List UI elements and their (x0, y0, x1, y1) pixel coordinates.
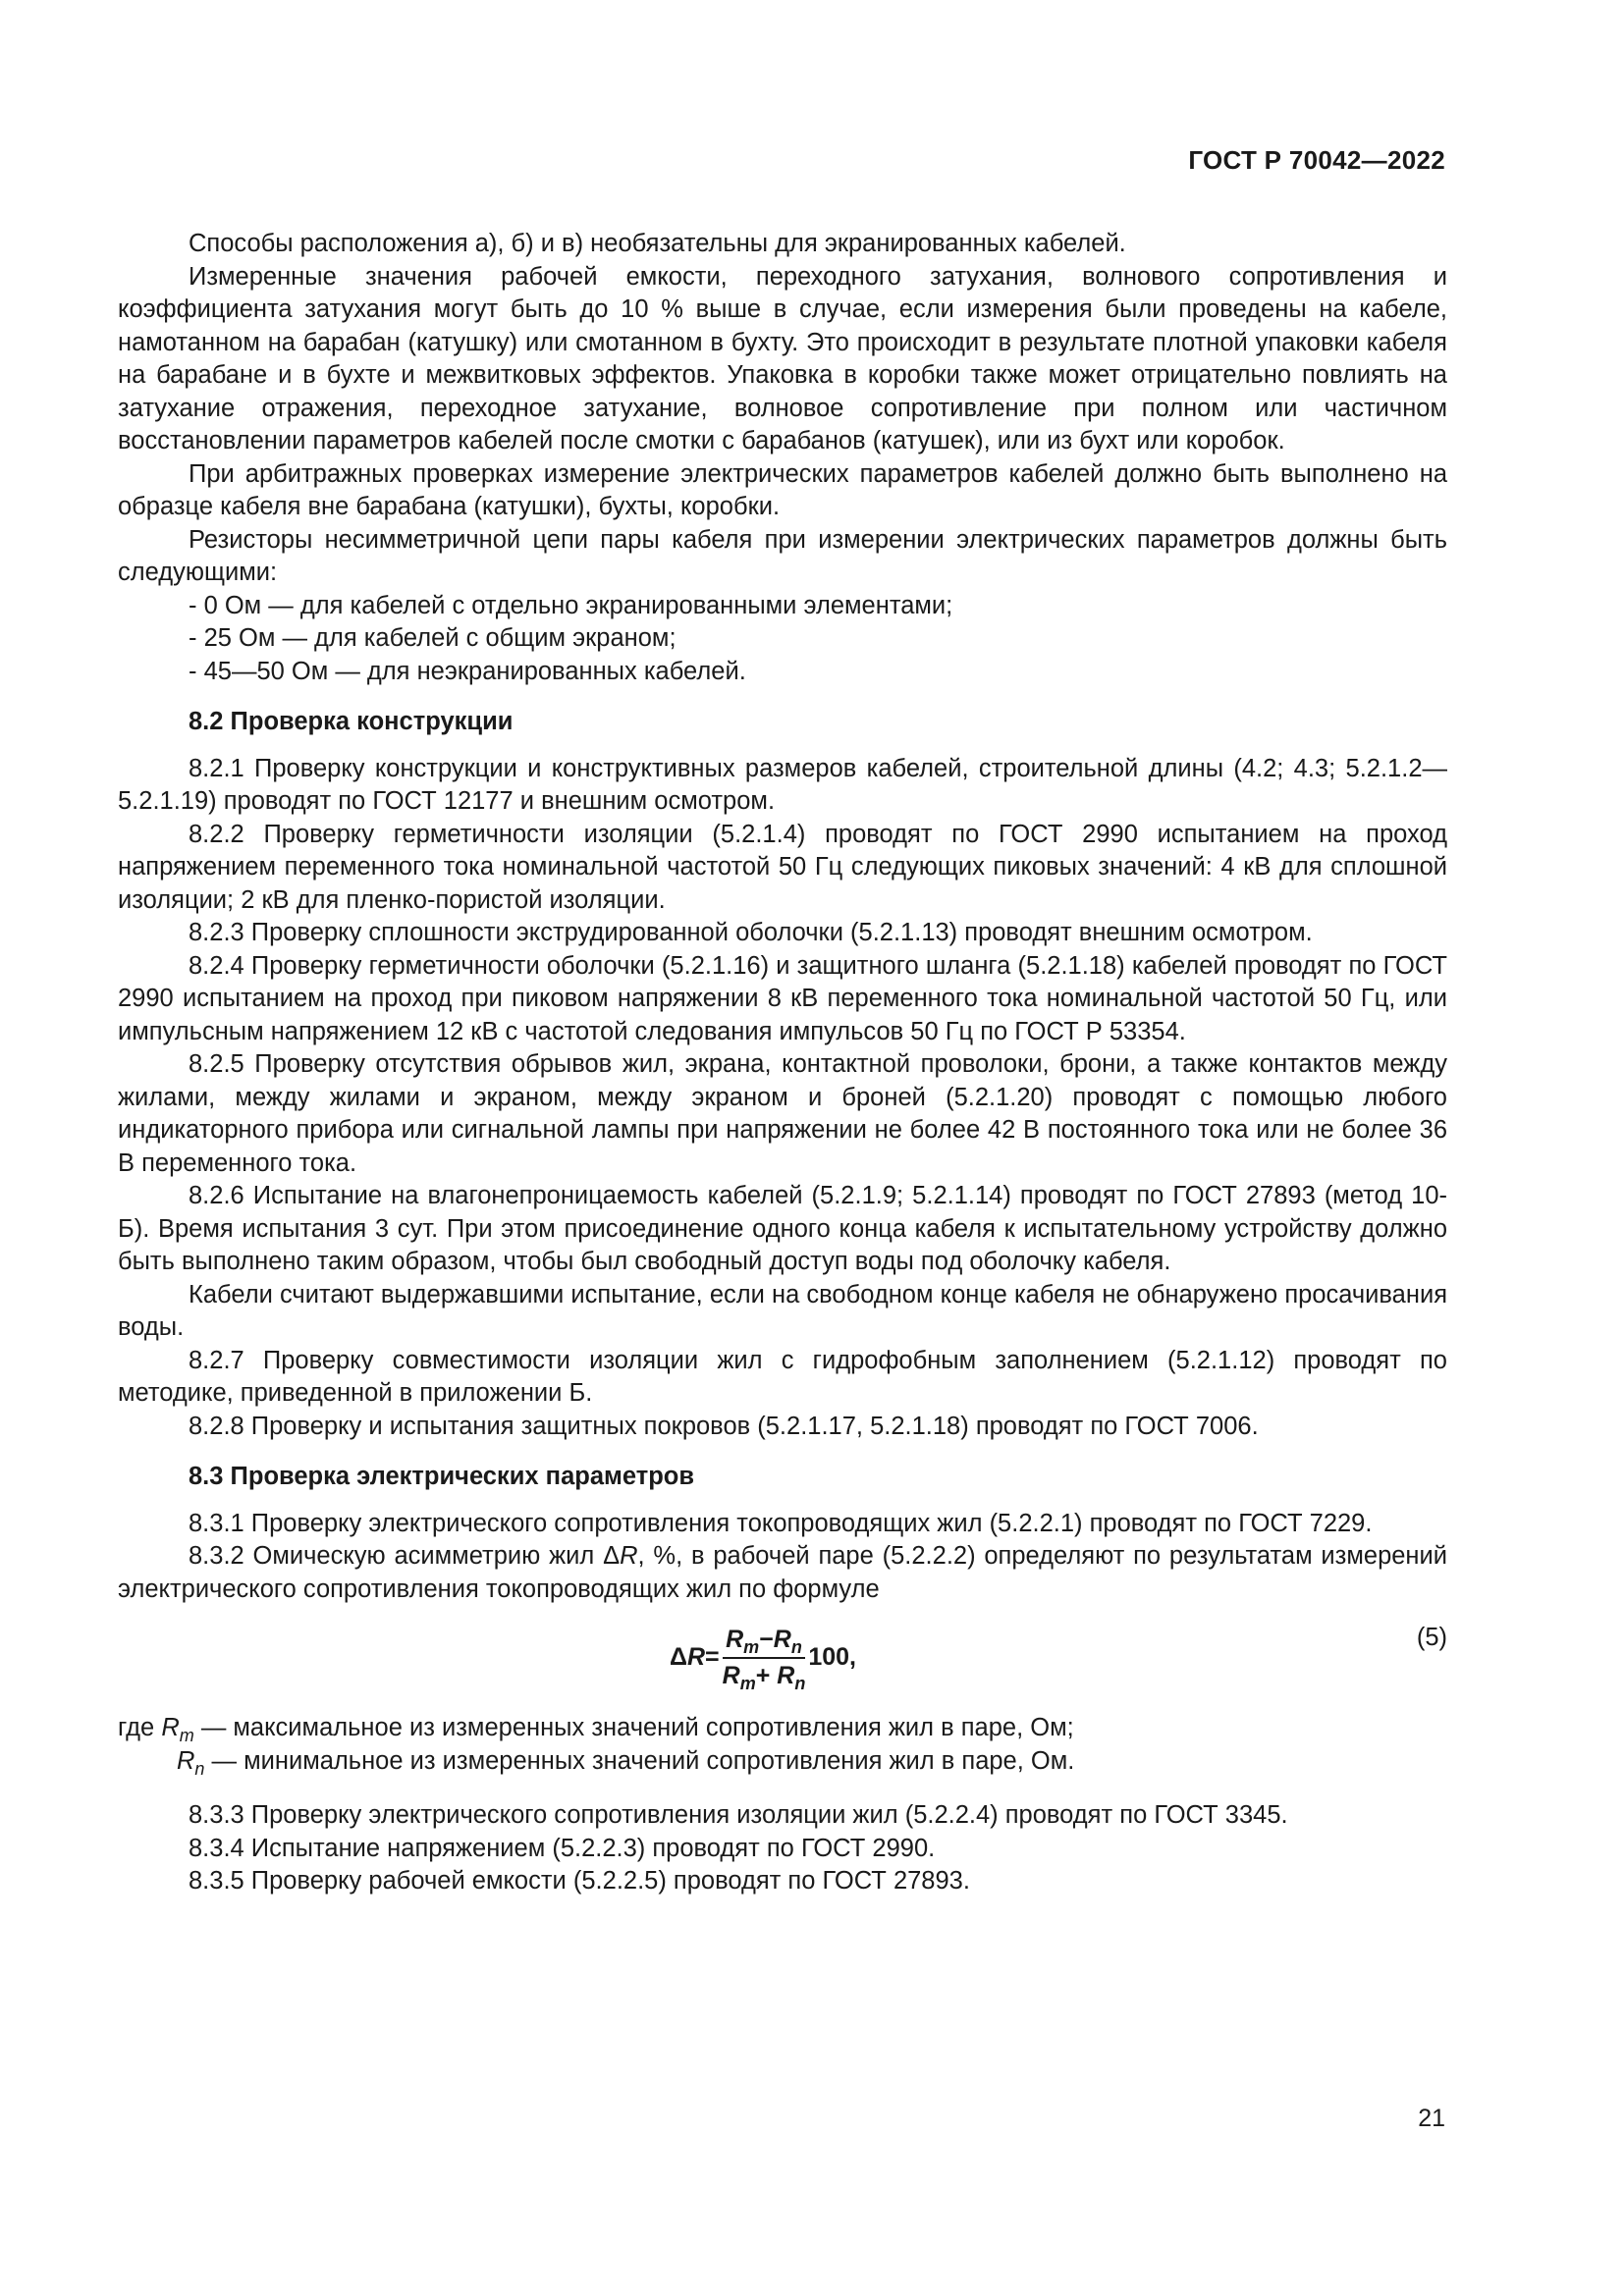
formula-subscript: m (739, 1674, 756, 1693)
formula-factor: 100, (808, 1643, 856, 1672)
variable: R (177, 1746, 195, 1775)
legend-text: — максимальное из измеренных значений сопротивления жил в паре, Ом; (193, 1714, 1074, 1741)
fraction (723, 1624, 806, 1693)
document-body (118, 228, 1447, 1898)
legend-prefix: где (118, 1714, 155, 1741)
spacer (118, 1778, 1447, 1799)
formula (670, 1620, 856, 1696)
paragraph: 8.2.7 Проверку совместимости изоляции жил с гидрофобным заполнением (5.2.1.12) проводят по методике, приведенной в приложении Б. (118, 1346, 1447, 1407)
legend-line (118, 1712, 1447, 1745)
variable: R (161, 1714, 180, 1741)
legend-line (118, 1745, 1447, 1779)
formula-delta: Δ (670, 1643, 687, 1672)
paragraph (118, 1540, 1447, 1606)
section-heading-8-3: 8.3 Проверка электрических параметров (189, 1463, 695, 1490)
formula-var: R (777, 1662, 795, 1689)
formula-block (118, 1620, 1447, 1696)
paragraph: 8.2.4 Проверку герметичности оболочки (5.2.1.16) и защитного шланга (5.2.1.18) кабелей проводят по ГОСТ 2990 испытанием на проход при пиковом напряжении 8 кВ переменного тока номинальной частотой 50 Гц, или импульсным напряжением 12 кВ с частотой следования импульсов 50 Гц по ГОСТ Р 53354. (118, 951, 1447, 1045)
paragraph: 8.2.3 Проверку сплошности экструдированной оболочки (5.2.1.13) проводят внешним осмотром. (189, 919, 1313, 946)
formula-operator: − (759, 1625, 774, 1653)
formula-subscript: m (743, 1636, 760, 1657)
paragraph: Кабели считают выдержавшими испытание, если на свободном конце кабеля не обнаружено просачивания воды. (118, 1280, 1447, 1341)
list-item: - 25 Ом — для кабелей с общим экраном; (189, 624, 677, 652)
paragraph: 8.3.4 Испытание напряжением (5.2.2.3) проводят по ГОСТ 2990. (189, 1834, 936, 1862)
document-code: ГОСТ Р 70042—2022 (1188, 145, 1445, 175)
paragraph: 8.2.6 Испытание на влагонепроницаемость кабелей (5.2.1.9; 5.2.1.14) проводят по ГОСТ 27893 (метод 10-Б). Время испытания 3 сут. При этом присоединение одного конца кабеля к испытательному устройству должно быть выполнено таким образом, чтобы был свободный доступ воды под оболочку кабеля. (118, 1182, 1447, 1275)
paragraph: 8.3.3 Проверку электрического сопротивления изоляции жил (5.2.2.4) проводят по ГОСТ 3345. (189, 1801, 1288, 1829)
paragraph: 8.3.1 Проверку электрического сопротивления токопроводящих жил (5.2.2.1) проводят по ГОСТ 7229. (189, 1509, 1373, 1537)
formula-var: R (726, 1625, 744, 1653)
formula-var: R (686, 1643, 706, 1672)
variable-subscript: n (194, 1758, 205, 1779)
list-item: - 0 Ом — для кабелей с отдельно экранированными элементами; (189, 591, 953, 619)
fraction-numerator (723, 1624, 805, 1660)
paragraph: 8.2.1 Проверку конструкции и конструктивных размеров кабелей, строительной длины (4.2; 4.3; 5.2.1.2—5.2.1.19) проводят по ГОСТ 12177 и внешним осмотром. (118, 754, 1447, 815)
formula-var: R (722, 1662, 740, 1689)
formula-legend (118, 1712, 1447, 1778)
variable-subscript: m (179, 1726, 194, 1746)
formula-operator: + (755, 1662, 778, 1689)
fraction-denominator (723, 1659, 806, 1693)
text-run: 8.3.2 Омическую асимметрию жил Δ (189, 1542, 621, 1570)
formula-equals: = (705, 1643, 720, 1672)
paragraph: Способы расположения а), б) и в) необязательны для экранированных кабелей. (189, 230, 1126, 257)
formula-subscript: n (794, 1674, 806, 1693)
equation-number: (5) (1416, 1624, 1447, 1651)
paragraph: 8.2.2 Проверку герметичности изоляции (5.2.1.4) проводят по ГОСТ 2990 испытанием на проход напряжением переменного тока номинальной частотой 50 Гц следующих пиковых значений: 4 кВ для сплошной изоляции; 2 кВ для пленко-пористой изоляции. (118, 820, 1447, 914)
paragraph: 8.3.5 Проверку рабочей емкости (5.2.2.5) проводят по ГОСТ 27893. (189, 1867, 970, 1895)
legend-text: — минимальное из измеренных значений сопротивления жил в паре, Ом. (204, 1746, 1075, 1775)
text-run: , %, в рабочей паре (5.2.2.2) определяют по результатам измерений электрического сопротивления токопроводящих жил по формуле (118, 1542, 1447, 1603)
formula-var: R (773, 1625, 791, 1653)
formula-subscript: n (790, 1636, 802, 1657)
variable: R (620, 1542, 638, 1570)
section-heading-8-2: 8.2 Проверка конструкции (189, 708, 514, 735)
paragraph: Резисторы несимметричной цепи пары кабеля при измерении электрических параметров должны быть следующими: (118, 525, 1447, 586)
paragraph: При арбитражных проверках измерение электрических параметров кабелей должно быть выполнено на образце кабеля вне барабана (катушки), бухты, коробки. (118, 459, 1447, 520)
paragraph: 8.2.8 Проверку и испытания защитных покровов (5.2.1.17, 5.2.1.18) проводят по ГОСТ 7006. (189, 1412, 1259, 1440)
paragraph: 8.2.5 Проверку отсутствия обрывов жил, экрана, контактной проволоки, брони, а также контактов между жилами, между жилами и экраном, между экраном и броней (5.2.1.20) проводят с помощью любого индикаторного прибора или сигнальной лампы при напряжении не более 42 В постоянного тока или не более 36 В переменного тока. (118, 1050, 1447, 1177)
list-item: - 45—50 Ом — для неэкранированных кабелей. (189, 657, 746, 685)
paragraph: Измеренные значения рабочей емкости, переходного затухания, волнового сопротивления и коэффициента затухания могут быть до 10 % выше в случае, если измерения были проведены на кабеле, намотанном на барабан (катушку) или смотанном в бухту. Это происходит в результате плотной упаковки кабеля на барабане и в бухте и межвитковых эффектов. Упаковка в коробки также может отрицательно повлиять на затухание отражения, переходное затухание, волновое сопротивление при полном или частичном восстановлении параметров кабелей после смотки с барабанов (катушек), или из бухт или коробок. (118, 262, 1447, 454)
page-number: 21 (1418, 2105, 1445, 2132)
